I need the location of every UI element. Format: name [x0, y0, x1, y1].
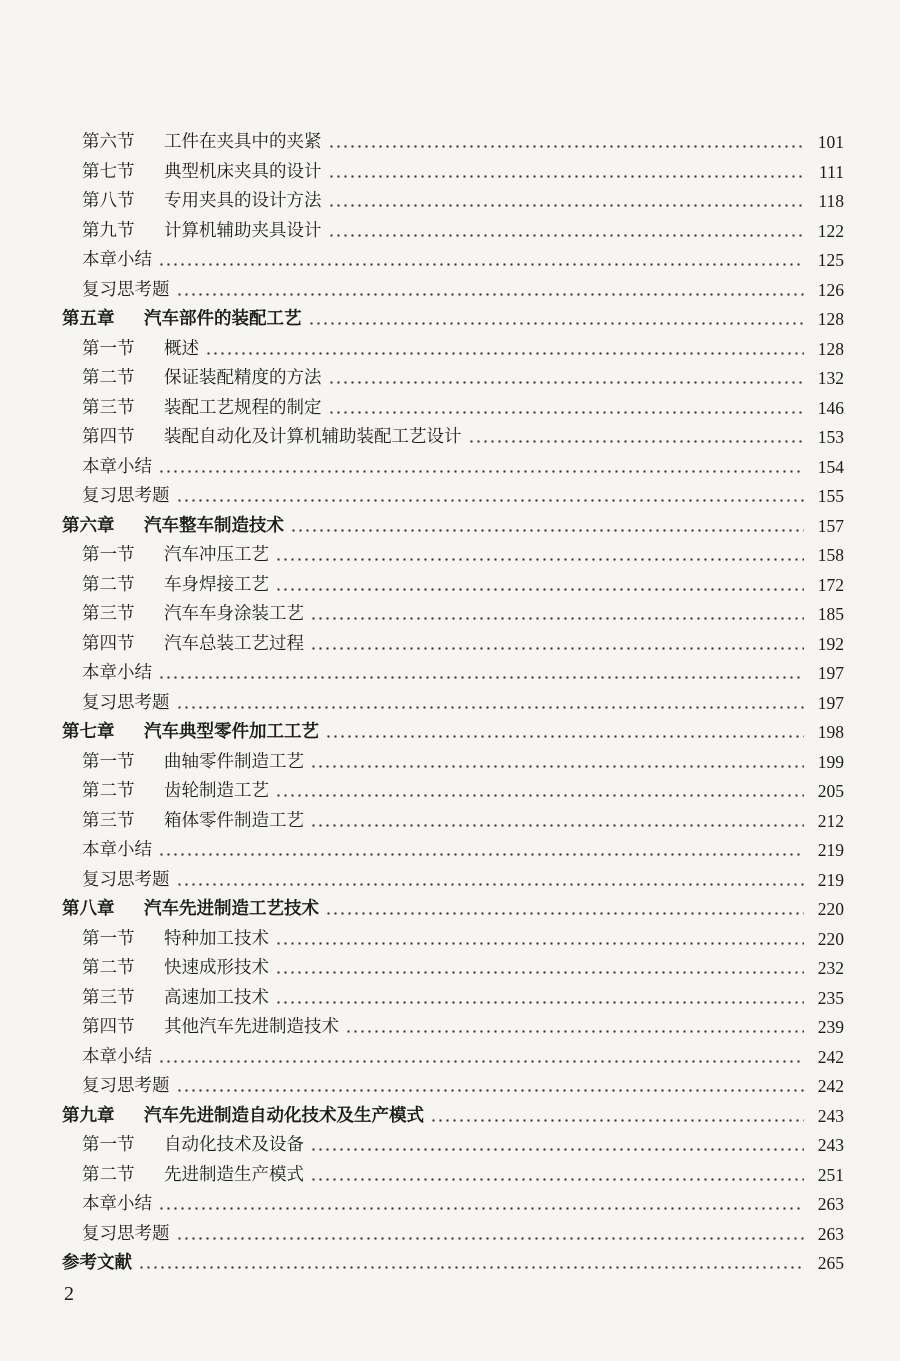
toc-entry-label — [82, 689, 170, 719]
toc-entry-label — [82, 954, 269, 984]
toc-section-entry[interactable] — [62, 777, 844, 807]
toc-entry-number: 第二节 — [82, 781, 135, 801]
toc-entry-label — [82, 1220, 170, 1250]
toc-entry-page: 101 — [817, 132, 844, 152]
toc-entry-title: 专用夹具的设计方法 — [164, 191, 322, 211]
dot-leader — [310, 807, 804, 837]
toc-entry-page: 125 — [817, 250, 844, 270]
toc-section-entry[interactable] — [62, 128, 844, 158]
toc-section-entry[interactable] — [62, 600, 844, 630]
toc-entry-label — [82, 1013, 339, 1043]
table-of-contents — [62, 128, 844, 1279]
toc-entry-number: 第二节 — [82, 958, 135, 978]
dot-leader — [310, 600, 804, 630]
toc-entry-number: 第三节 — [82, 604, 135, 624]
dot-leader — [158, 1190, 804, 1220]
toc-entry-page: 192 — [817, 633, 844, 654]
dot-leader — [468, 423, 805, 453]
toc-section-entry[interactable] — [62, 1131, 844, 1161]
toc-entry-label — [82, 836, 152, 866]
toc-entry-page: 219 — [817, 840, 844, 860]
toc-entry-page: 155 — [817, 486, 844, 506]
dot-leader — [328, 217, 805, 247]
toc-entry-number: 第四节 — [82, 427, 135, 447]
toc-entry-title: 汽车整车制造技术 — [144, 515, 284, 536]
toc-entry-number: 第九章 — [62, 1105, 115, 1126]
toc-entry-title: 先进制造生产模式 — [164, 1164, 304, 1185]
toc-entry-title: 参考文献 — [62, 1253, 132, 1273]
toc-entry-label — [82, 659, 152, 689]
dot-leader — [310, 1131, 804, 1161]
toc-section-entry[interactable] — [62, 925, 844, 955]
dot-leader — [158, 453, 804, 483]
toc-entry-title: 复习思考题 — [82, 692, 170, 713]
toc-entry-label — [82, 187, 322, 217]
dot-leader — [308, 305, 805, 335]
toc-entry-title: 典型机床夹具的设计 — [164, 161, 322, 182]
toc-entry-title: 复习思考题 — [82, 486, 170, 506]
toc-chapter-entry[interactable] — [62, 1102, 844, 1132]
dot-leader — [275, 925, 804, 955]
toc-entry-label — [82, 866, 170, 896]
toc-entry-label — [82, 777, 269, 807]
toc-entry-label — [62, 305, 302, 335]
dot-leader — [328, 128, 805, 158]
toc-section-entry[interactable] — [62, 1220, 844, 1250]
toc-entry-number: 第六节 — [82, 132, 135, 152]
toc-entry-number: 第二节 — [82, 574, 135, 595]
toc-entry-label — [82, 807, 304, 837]
toc-entry-number: 第二节 — [82, 368, 135, 388]
dot-leader — [205, 335, 804, 365]
toc-entry-title: 计算机辅助夹具设计 — [164, 220, 322, 241]
toc-entry-label — [82, 217, 322, 247]
toc-entry-number: 第一节 — [82, 545, 135, 565]
toc-entry-page: 153 — [817, 427, 844, 447]
toc-chapter-entry[interactable] — [62, 512, 844, 542]
toc-entry-title: 汽车先进制造工艺技术 — [144, 899, 319, 919]
toc-entry-label — [82, 394, 322, 424]
toc-section-entry[interactable] — [62, 659, 844, 689]
toc-entry-label — [82, 1190, 152, 1220]
toc-entry-number: 第八章 — [62, 899, 115, 919]
toc-entry-label — [82, 482, 170, 512]
dot-leader — [176, 276, 805, 306]
dot-leader — [310, 630, 804, 660]
toc-entry-title: 曲轴零件制造工艺 — [164, 751, 304, 772]
toc-chapter-entry[interactable] — [62, 1249, 844, 1279]
toc-entry-title: 箱体零件制造工艺 — [164, 810, 304, 831]
toc-entry-title: 汽车总装工艺过程 — [164, 633, 304, 654]
toc-entry-page: 158 — [817, 545, 844, 565]
toc-entry-page: 219 — [817, 869, 844, 890]
toc-entry-page: 242 — [817, 1046, 844, 1067]
toc-entry-page: 126 — [817, 279, 844, 300]
toc-entry-title: 保证装配精度的方法 — [164, 368, 322, 388]
toc-entry-number: 第六章 — [62, 515, 115, 536]
toc-entry-page: 232 — [817, 958, 844, 978]
dot-leader — [325, 718, 804, 748]
toc-entry-title: 装配自动化及计算机辅助装配工艺设计 — [164, 427, 462, 447]
toc-entry-page: 212 — [817, 810, 844, 831]
toc-section-entry[interactable] — [62, 836, 844, 866]
toc-entry-title: 本章小结 — [82, 456, 152, 477]
toc-entry-title: 本章小结 — [82, 663, 152, 683]
toc-entry-page: 251 — [817, 1164, 844, 1185]
toc-entry-title: 装配工艺规程的制定 — [164, 397, 322, 418]
toc-section-entry[interactable] — [62, 364, 844, 394]
toc-entry-label — [82, 541, 269, 571]
toc-entry-page: 235 — [817, 987, 844, 1008]
toc-section-entry[interactable] — [62, 482, 844, 512]
toc-section-entry[interactable] — [62, 158, 844, 188]
toc-entry-label — [82, 1043, 152, 1073]
toc-entry-number: 第三节 — [82, 397, 135, 418]
toc-entry-page: 197 — [817, 692, 844, 713]
toc-entry-page: 198 — [817, 722, 844, 742]
toc-entry-title: 本章小结 — [82, 1194, 152, 1214]
toc-section-entry[interactable] — [62, 187, 844, 217]
toc-entry-page: 118 — [818, 191, 844, 211]
toc-entry-page: 243 — [817, 1105, 844, 1126]
toc-entry-page: 172 — [817, 574, 844, 595]
dot-leader — [176, 482, 805, 512]
page-number: 2 — [64, 1283, 74, 1305]
dot-leader — [158, 836, 804, 866]
toc-entry-label — [82, 925, 269, 955]
toc-entry-title: 快速成形技术 — [164, 958, 269, 978]
toc-entry-title: 概述 — [164, 338, 199, 359]
toc-entry-label — [82, 158, 322, 188]
toc-entry-title: 复习思考题 — [82, 279, 170, 300]
dot-leader — [275, 571, 804, 601]
toc-entry-number: 第九节 — [82, 220, 135, 241]
toc-entry-page: 111 — [819, 161, 844, 182]
toc-entry-label — [62, 718, 319, 748]
dot-leader — [158, 246, 804, 276]
toc-entry-label — [82, 748, 304, 778]
toc-section-entry[interactable] — [62, 1161, 844, 1191]
dot-leader — [275, 954, 804, 984]
toc-entry-page: 263 — [817, 1194, 844, 1214]
toc-entry-label — [82, 423, 462, 453]
toc-entry-label — [82, 276, 170, 306]
toc-section-entry[interactable] — [62, 335, 844, 365]
dot-leader — [430, 1102, 804, 1132]
toc-entry-title: 本章小结 — [82, 1046, 152, 1067]
toc-entry-page: 199 — [817, 751, 844, 772]
toc-entry-title: 本章小结 — [82, 250, 152, 270]
toc-entry-title: 高速加工技术 — [164, 987, 269, 1008]
toc-entry-title: 复习思考题 — [82, 1076, 170, 1096]
toc-entry-page: 122 — [817, 220, 844, 241]
toc-entry-title: 汽车车身涂装工艺 — [164, 604, 304, 624]
dot-leader — [138, 1249, 804, 1279]
toc-entry-number: 第三节 — [82, 987, 135, 1008]
dot-leader — [158, 1043, 804, 1073]
toc-entry-number: 第五章 — [62, 309, 115, 329]
toc-section-entry[interactable] — [62, 954, 844, 984]
toc-entry-title: 其他汽车先进制造技术 — [164, 1017, 339, 1037]
toc-entry-number: 第四节 — [82, 633, 135, 654]
toc-section-entry[interactable] — [62, 571, 844, 601]
toc-entry-title: 特种加工技术 — [164, 928, 269, 949]
toc-entry-label — [82, 453, 152, 483]
toc-entry-title: 车身焊接工艺 — [164, 574, 269, 595]
toc-section-entry[interactable] — [62, 453, 844, 483]
dot-leader — [310, 1161, 804, 1191]
toc-entry-label — [82, 335, 199, 365]
toc-entry-title: 自动化技术及设备 — [164, 1135, 304, 1155]
toc-chapter-entry[interactable] — [62, 895, 844, 925]
toc-chapter-entry[interactable] — [62, 718, 844, 748]
toc-entry-page: 157 — [817, 515, 844, 536]
toc-section-entry[interactable] — [62, 689, 844, 719]
toc-entry-page: 128 — [817, 309, 844, 329]
toc-entry-page: 220 — [817, 928, 844, 949]
toc-entry-number: 第一节 — [82, 751, 135, 772]
toc-entry-title: 复习思考题 — [82, 1223, 170, 1244]
toc-section-entry[interactable] — [62, 1043, 844, 1073]
toc-entry-label — [82, 364, 322, 394]
toc-entry-title: 汽车冲压工艺 — [164, 545, 269, 565]
toc-entry-title: 复习思考题 — [82, 869, 170, 890]
toc-entry-page: 197 — [817, 663, 844, 683]
toc-entry-title: 齿轮制造工艺 — [164, 781, 269, 801]
dot-leader — [176, 1072, 805, 1102]
toc-section-entry[interactable] — [62, 807, 844, 837]
toc-section-entry[interactable] — [62, 246, 844, 276]
toc-entry-label — [62, 512, 284, 542]
dot-leader — [325, 895, 804, 925]
toc-entry-page: 185 — [817, 604, 844, 624]
toc-entry-page: 263 — [817, 1223, 844, 1244]
toc-entry-page: 243 — [817, 1135, 844, 1155]
toc-section-entry[interactable] — [62, 1013, 844, 1043]
toc-entry-label — [82, 630, 304, 660]
toc-section-entry[interactable] — [62, 276, 844, 306]
toc-chapter-entry[interactable] — [62, 305, 844, 335]
toc-section-entry[interactable] — [62, 630, 844, 660]
dot-leader — [345, 1013, 804, 1043]
dot-leader — [328, 364, 805, 394]
toc-entry-page: 154 — [817, 456, 844, 477]
toc-entry-label — [82, 600, 304, 630]
toc-entry-label — [82, 571, 269, 601]
toc-entry-label — [62, 1102, 424, 1132]
dot-leader — [328, 187, 805, 217]
toc-entry-number: 第七章 — [62, 722, 115, 742]
toc-entry-title: 工件在夹具中的夹紧 — [164, 132, 322, 152]
toc-entry-label — [82, 1161, 304, 1191]
toc-entry-title: 汽车典型零件加工工艺 — [144, 722, 319, 742]
toc-entry-label — [82, 128, 322, 158]
toc-entry-title: 汽车先进制造自动化技术及生产模式 — [144, 1105, 424, 1126]
toc-entry-page: 220 — [817, 899, 844, 919]
dot-leader — [176, 689, 805, 719]
toc-entry-label — [82, 1072, 170, 1102]
toc-section-entry[interactable] — [62, 217, 844, 247]
toc-entry-number: 第一节 — [82, 1135, 135, 1155]
toc-entry-page: 242 — [817, 1076, 844, 1096]
toc-entry-number: 第三节 — [82, 810, 135, 831]
toc-entry-number: 第八节 — [82, 191, 135, 211]
toc-entry-number: 第七节 — [82, 161, 135, 182]
dot-leader — [176, 1220, 805, 1250]
toc-section-entry[interactable] — [62, 423, 844, 453]
toc-entry-title: 本章小结 — [82, 840, 152, 860]
toc-entry-label — [82, 984, 269, 1014]
toc-section-entry[interactable] — [62, 1190, 844, 1220]
toc-entry-page: 132 — [817, 368, 844, 388]
toc-entry-number: 第二节 — [82, 1164, 135, 1185]
toc-entry-label — [62, 1249, 132, 1279]
dot-leader — [328, 158, 805, 188]
toc-entry-page: 239 — [817, 1017, 844, 1037]
dot-leader — [275, 541, 804, 571]
dot-leader — [176, 866, 805, 896]
toc-section-entry[interactable] — [62, 541, 844, 571]
toc-section-entry[interactable] — [62, 748, 844, 778]
dot-leader — [290, 512, 804, 542]
dot-leader — [275, 777, 804, 807]
toc-entry-label — [82, 1131, 304, 1161]
toc-entry-page: 265 — [817, 1253, 844, 1273]
toc-entry-title: 汽车部件的装配工艺 — [144, 309, 302, 329]
toc-entry-number: 第一节 — [82, 338, 135, 359]
toc-entry-page: 146 — [817, 397, 844, 418]
toc-entry-label — [82, 246, 152, 276]
toc-section-entry[interactable] — [62, 394, 844, 424]
toc-section-entry[interactable] — [62, 866, 844, 896]
dot-leader — [310, 748, 804, 778]
dot-leader — [328, 394, 805, 424]
toc-entry-number: 第一节 — [82, 928, 135, 949]
toc-entry-page: 205 — [817, 781, 844, 801]
toc-entry-number: 第四节 — [82, 1017, 135, 1037]
toc-section-entry[interactable] — [62, 1072, 844, 1102]
toc-entry-page: 128 — [817, 338, 844, 359]
toc-entry-label — [62, 895, 319, 925]
dot-leader — [275, 984, 804, 1014]
toc-section-entry[interactable] — [62, 984, 844, 1014]
dot-leader — [158, 659, 804, 689]
